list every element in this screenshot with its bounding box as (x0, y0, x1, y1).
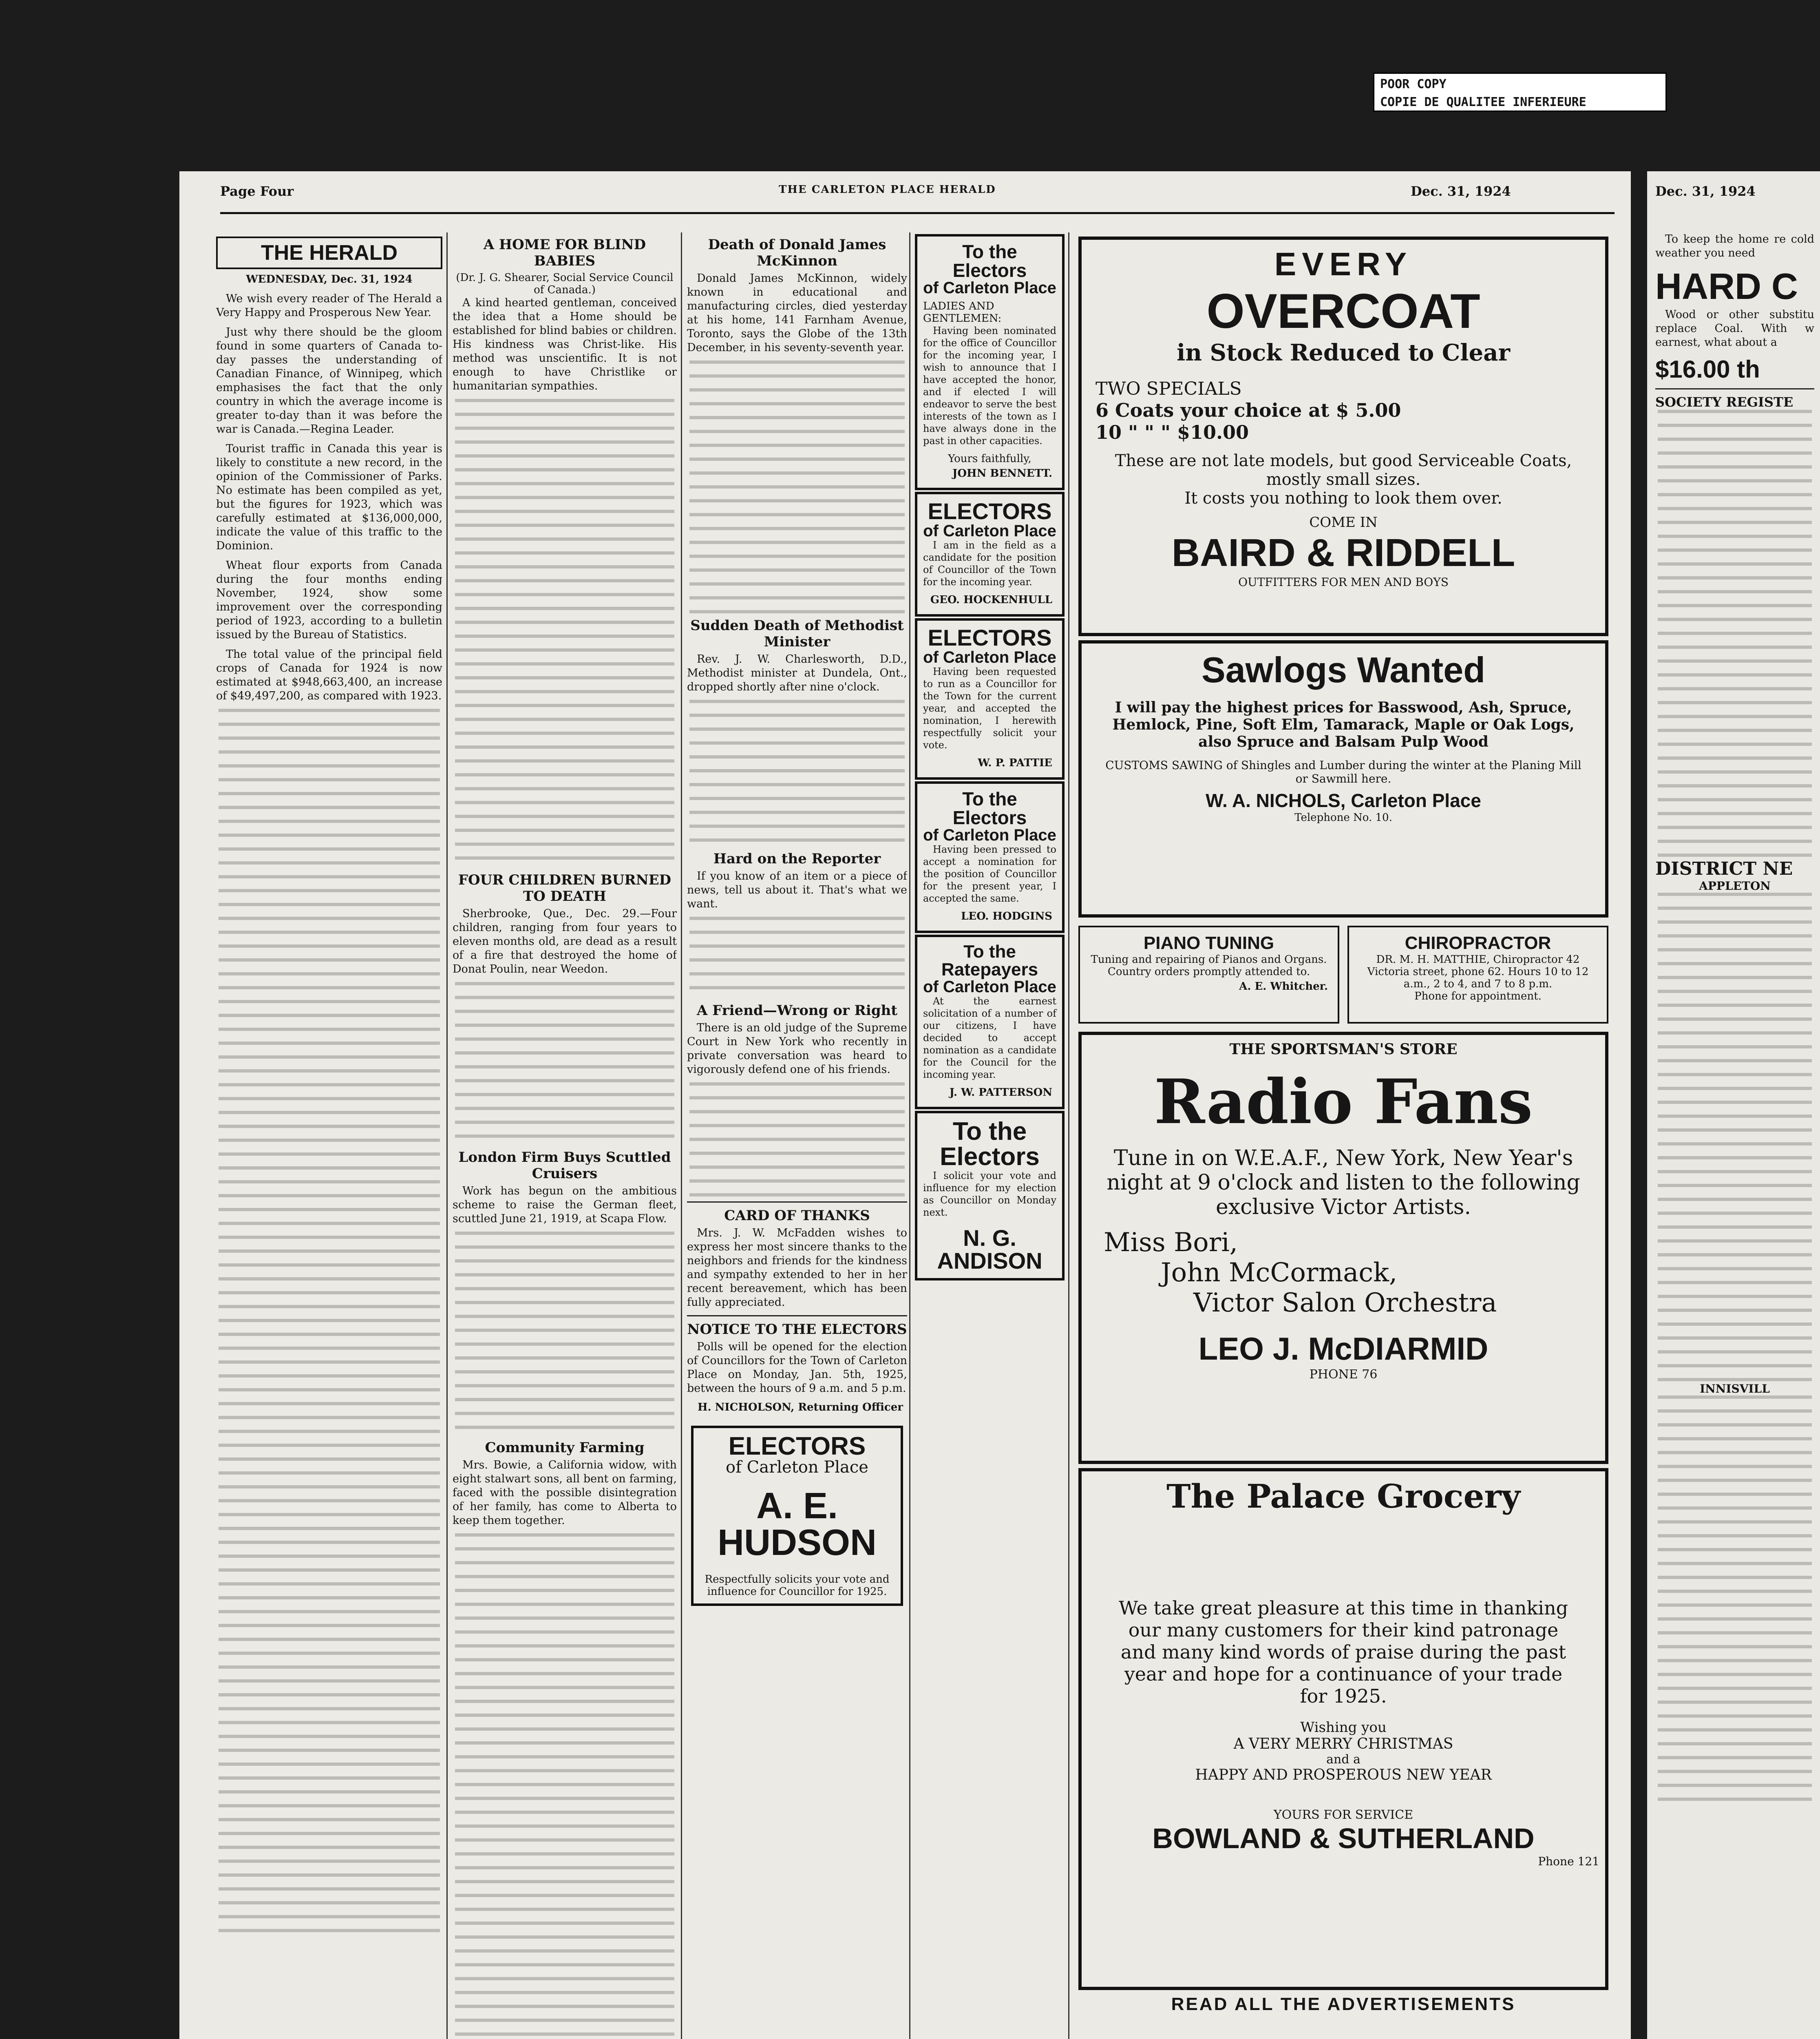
ad-heading: PIANO TUNING (1143, 933, 1274, 953)
signature: H. NICHOLSON, Returning Officer (697, 1401, 903, 1413)
ad-text: We take great pleasure at this time in thanking our many customers for their kind patronage and many kind words of praise during the past year and hope for a continuance of your trade for 1925. (1118, 1597, 1568, 1707)
article-paragraph: Work has begun on the ambitious scheme to raise the German fleet, scuttled June 21, 1919, at Scapa Flow. (453, 1185, 677, 1225)
header-date: Dec. 31, 1924 (1411, 184, 1511, 199)
next-page-column (1655, 232, 1814, 1803)
ad-close: Yours faithfully, (948, 453, 1031, 465)
article-heading: NOTICE TO THE ELECTORS (687, 1321, 907, 1338)
ad-subheading: of Carleton Place (923, 648, 1056, 666)
ad-subheading: of Carleton Place (923, 826, 1056, 844)
stamp-line-1: POOR COPY (1380, 77, 1447, 91)
store-name: THE SPORTSMAN'S STORE (1229, 1041, 1458, 1058)
unreadable-text-block (1658, 893, 1812, 1382)
advertiser-name: W. A. NICHOLS, Carleton Place (1206, 790, 1481, 811)
section-heading: SOCIETY REGISTE (1655, 394, 1793, 410)
ad-text: I solicit your vote and influence for my election as Councillor on Monday next. (923, 1170, 1056, 1218)
ad-heading: Sawlogs Wanted (1202, 650, 1485, 690)
section-heading: DISTRICT NE (1655, 858, 1793, 879)
chiropractor-ad (1347, 926, 1608, 1024)
store-name: BAIRD & RIDDELL (1171, 531, 1515, 575)
piano-tuning-ad (1078, 926, 1339, 1024)
unreadable-text-block (1658, 410, 1812, 858)
artist: Miss Bori, (1104, 1227, 1238, 1258)
ad-heading: CHIROPRACTOR (1405, 933, 1551, 953)
ad-subheading: of Carleton Place (923, 978, 1056, 996)
unreadable-text-block (455, 1533, 674, 2039)
article-paragraph: Sherbrooke, Que., Dec. 29.—Four children, ranging from four years to eleven months old, are dead as a result of a fire that destroyed the home of Donat Poulin, near Weedon. (453, 907, 677, 975)
ad-come-in: COME IN (1309, 514, 1378, 531)
newspaper-page (179, 171, 1631, 2039)
ad-text: Having been requested to run as a Councillor for the Town for the current year, and accepted the nomination, I herewith respectfully solicit your vote. (923, 666, 1056, 751)
decorative-ornament (1087, 1515, 1599, 1589)
ad-price-line: 10 " " " $10.00 (1096, 421, 1249, 443)
ad-service: YOURS FOR SERVICE (1273, 1808, 1414, 1822)
ad-text: Having been nominated for the office of Councillor for the incoming year, I wish to announce that I have accepted the honor, and if elected I will endeavor to serve the best interests of the town as I have always done in the past in other capacities. (923, 325, 1056, 447)
article-byline: (Dr. J. G. Shearer, Social Service Council of Canada.) (456, 272, 674, 296)
unreadable-text-block (455, 399, 674, 868)
hudson-ad (691, 1426, 903, 1606)
editorial-paragraph: We wish every reader of The Herald a Very Happy and Prosperous New Year. (216, 292, 442, 319)
column-rule (1068, 232, 1069, 2039)
ad-text: These are not late models, but good Serviceable Coats, mostly small sizes. (1115, 451, 1572, 489)
ad-subheading: of Carleton Place (923, 279, 1056, 297)
ad-heading: To the Electors (940, 1117, 1040, 1171)
ad-text: Respectfully solicits your vote and influence for Councillor for 1925. (705, 1573, 890, 1598)
divider (687, 1315, 907, 1316)
sawlogs-ad (1078, 640, 1608, 918)
overcoat-ad (1078, 237, 1608, 636)
ad-price: $16.00 th (1655, 356, 1760, 383)
unreadable-text-block (455, 982, 674, 1145)
ad-text: Wood or other substitu replace Coal. With w earnest, what about a (1655, 308, 1814, 349)
signature: LEO. HODGINS (961, 910, 1052, 922)
herald-masthead: THE HERALD (216, 237, 442, 269)
andison-ad (915, 1111, 1065, 1280)
article-paragraph: Rev. J. W. Charlesworth, D.D., Methodist minister at Dundela, Ont., dropped shortly after nine o'clock. (687, 653, 907, 693)
signature: JOHN BENNETT. (952, 467, 1052, 480)
ad-text: DR. M. H. MATTHIE, Chiropractor 42 Victoria street, phone 62. Hours 10 to 12 a.m., 2 to 4, and 7 to 8 p.m. (1367, 953, 1589, 990)
ad-text: I am in the field as a candidate for the position of Councillor of the Town for the incoming year. (923, 540, 1056, 588)
column-3 (687, 232, 907, 1610)
bennett-ad (915, 234, 1065, 490)
signature: GEO. HOCKENHULL (930, 594, 1052, 606)
column-rule (909, 232, 910, 2039)
article-paragraph: Mrs. Bowie, a California widow, with eight stalwart sons, all bent on farming, faced with the possible disintegration of her family, has come to Alberta to keep them together. (453, 1459, 677, 1527)
ad-heading: The Palace Grocery (1166, 1477, 1521, 1515)
ad-text: At the earnest solicitation of a number of our citizens, I have decided to accept nomination as a candidate for the Council for the incoming year. (923, 995, 1056, 1080)
editorial-paragraph: The total value of the principal field crops of Canada for 1924 is now estimated at $948,663,400, an increase of $49,497,200, as compared with 1923. (216, 648, 442, 702)
unreadable-text-block (689, 700, 905, 847)
ad-heading: To the Electors (952, 241, 1027, 281)
article-heading: Death of Donald James McKinnon (708, 237, 886, 269)
advertiser-name: BOWLAND & SUTHERLAND (1152, 1822, 1535, 1854)
ad-overcoat: OVERCOAT (1206, 284, 1480, 338)
ad-text: Having been pressed to accept a nomination for the position of Councillor for the present year, I accepted the same. (923, 844, 1056, 904)
ad-heading: ELECTORS (728, 1432, 866, 1460)
ad-subheading: of Carleton Place (923, 522, 1056, 540)
ad-heading: To the Electors (952, 788, 1027, 828)
ad-wish: Wishing you (1300, 1719, 1387, 1736)
signature: W. P. PATTIE (978, 757, 1052, 769)
signature: J. W. PATTERSON (949, 1086, 1052, 1099)
next-page-date: Dec. 31, 1924 (1655, 184, 1756, 199)
hockenhull-ad (915, 492, 1065, 617)
small-ads-row (1074, 922, 1612, 1028)
column-2 (453, 232, 677, 2039)
ad-text: I will pay the highest prices for Basswood, Ash, Spruce, Hemlock, Pine, Soft Elm, Tamarack, Maple or Oak Logs, also Spruce and Balsam Pulp Wood (1112, 699, 1575, 750)
column-rule (681, 232, 682, 2039)
salutation: LADIES AND GENTLEMEN: (923, 300, 1002, 325)
ad-happy: HAPPY AND PROSPEROUS NEW YEAR (1195, 1767, 1492, 1783)
article-paragraph: Mrs. J. W. McFadden wishes to express her most sincere thanks to the neighbors and friends for the kindness and sympathy extended to her in her recent bereavement, which has been fully appreciated. (687, 1227, 907, 1309)
stamp-line-2: COPIE DE QUALITEE INFERIEURE (1380, 95, 1586, 109)
unreadable-text-block (219, 709, 440, 1932)
phone: Telephone No. 10. (1294, 812, 1392, 824)
page-label: Page Four (220, 184, 294, 199)
ad-text: Tune in on W.E.A.F., New York, New Year's night at 9 o'clock and listen to the following exclusive Victor Artists. (1107, 1146, 1580, 1219)
phone: Phone 121 (1538, 1855, 1599, 1868)
candidate-name: A. E. HUDSON (717, 1486, 877, 1563)
ad-heading: HARD C (1655, 266, 1798, 307)
editorial-paragraph: Just why there should be the gloom found in some quarters of Canada to-day passes the understanding of Canadian Finance, of Winnipeg, which emphasises the fact that the only country in which the average income is greater to-day than it was before the war is Canada.—Regina Leader. (216, 326, 442, 436)
artist: John McCormack, (1161, 1258, 1398, 1288)
unreadable-text-block (455, 1232, 674, 1435)
header-rule (220, 212, 1615, 214)
ad-sub: in Stock Reduced to Clear (1177, 339, 1510, 366)
article-heading: A HOME FOR BLIND BABIES (483, 237, 646, 269)
ad-price-line: 6 Coats your choice at $ 5.00 (1096, 399, 1401, 421)
article-paragraph: A kind hearted gentleman, conceived the idea that a Home should be established for blind babies or children. His kindness was Christ-like. His method was unscientific. It is not enough to have Christlike or humanitarian sympathies. (453, 296, 677, 392)
paper-name: THE CARLETON PLACE HERALD (779, 184, 996, 196)
ad-text: Tuning and repairing of Pianos and Organs. Country orders promptly attended to. (1091, 953, 1327, 978)
ad-text: It costs you nothing to look them over. (1184, 489, 1502, 508)
article-heading: London Firm Buys Scuttled Cruisers (458, 1149, 671, 1182)
editorial-paragraph: Tourist traffic in Canada this year is likely to constitute a new record, in the opinion of the Commissioner of Parks. No estimate has been compiled as yet, but the figures for 1923, which was carefully estimated at $136,000,000, indicate the value of this traffic to the Dominion. (216, 442, 442, 552)
store-tagline: OUTFITTERS FOR MEN AND BOYS (1238, 575, 1449, 589)
unreadable-text-block (689, 1082, 905, 1196)
next-page-edge (1647, 171, 1820, 2039)
article-heading: Hard on the Reporter (713, 851, 881, 867)
editorial-paragraph: Wheat flour exports from Canada during the four months ending November, 1924, show some improvement over the corresponding period of 1923, according to a bulletin issued by the Bureau of Statistics. (216, 559, 442, 641)
ad-subheading: of Carleton Place (726, 1458, 868, 1477)
ad-and: and a (1326, 1752, 1361, 1767)
dateline: WEDNESDAY, Dec. 31, 1924 (246, 273, 413, 285)
ad-text: CUSTOMS SAWING of Shingles and Lumber during the winter at the Planing Mill or Sawmill here. (1105, 759, 1581, 785)
ad-note: Phone for appointment. (1414, 990, 1542, 1002)
article-heading: Sudden Death of Methodist Minister (690, 617, 904, 650)
article-paragraph: Donald James McKinnon, widely known in educational and manufacturing circles, died yesterday at his home, 141 Farnham Avenue, Toronto, says the Globe of the 13th December, in his seventy-seventh year. (687, 272, 907, 354)
unreadable-text-block (689, 360, 905, 613)
phone: PHONE 76 (1309, 1367, 1378, 1382)
poor-copy-stamp (1373, 73, 1667, 112)
artist: Victor Salon Orchestra (1193, 1288, 1497, 1318)
article-heading: FOUR CHILDREN BURNED TO DEATH (458, 872, 671, 905)
patterson-ad (915, 935, 1065, 1109)
footer-banner: READ ALL THE ADVERTISEMENTS (1171, 1994, 1516, 2014)
subsection-heading: APPLETON (1699, 879, 1771, 893)
ad-merry: A VERY MERRY CHRISTMAS (1233, 1736, 1453, 1752)
signature: A. E. Whitcher. (1239, 980, 1328, 993)
article-heading: A Friend—Wrong or Right (696, 1002, 898, 1019)
divider (687, 1201, 907, 1203)
article-heading: Community Farming (485, 1440, 645, 1456)
pattie-ad (915, 618, 1065, 780)
ad-specials: TWO SPECIALS (1096, 378, 1242, 399)
column-1 (216, 232, 442, 1932)
ad-heading: To the Ratepayers (941, 942, 1038, 980)
article-paragraph: There is an old judge of the Supreme Court in New York who recently in private conversation was heard to vigorously defend one of his friends. (687, 1022, 907, 1076)
palace-grocery-ad (1078, 1468, 1608, 1990)
ad-heading: ELECTORS (928, 498, 1052, 524)
ad-heading: Radio Fans (1154, 1066, 1533, 1138)
column-4 (913, 232, 1066, 1282)
subsection-heading: INNISVILL (1700, 1382, 1770, 1395)
candidate-name: N. G. ANDISON (937, 1225, 1043, 1274)
column-5 (1074, 232, 1612, 2015)
unreadable-text-block (689, 917, 905, 998)
article-paragraph: Polls will be opened for the election of Councillors for the Town of Carleton Place on Monday, Jan. 5th, 1925, between the hours of 9 a.m. and 5 p.m. (687, 1340, 907, 1395)
divider (1655, 388, 1814, 389)
advertiser-name: LEO J. McDIARMID (1198, 1331, 1489, 1367)
column-rule (446, 232, 448, 2039)
article-paragraph: To keep the home re cold weather you need (1655, 233, 1814, 259)
hodgins-ad (915, 781, 1065, 933)
ad-heading: ELECTORS (928, 625, 1052, 650)
article-heading: CARD OF THANKS (724, 1207, 870, 1224)
ad-every: EVERY (1274, 246, 1413, 282)
unreadable-text-block (1658, 1395, 1812, 1803)
radio-fans-ad (1078, 1032, 1608, 1464)
article-paragraph: If you know of an item or a piece of news, tell us about it. That's what we want. (687, 870, 907, 910)
